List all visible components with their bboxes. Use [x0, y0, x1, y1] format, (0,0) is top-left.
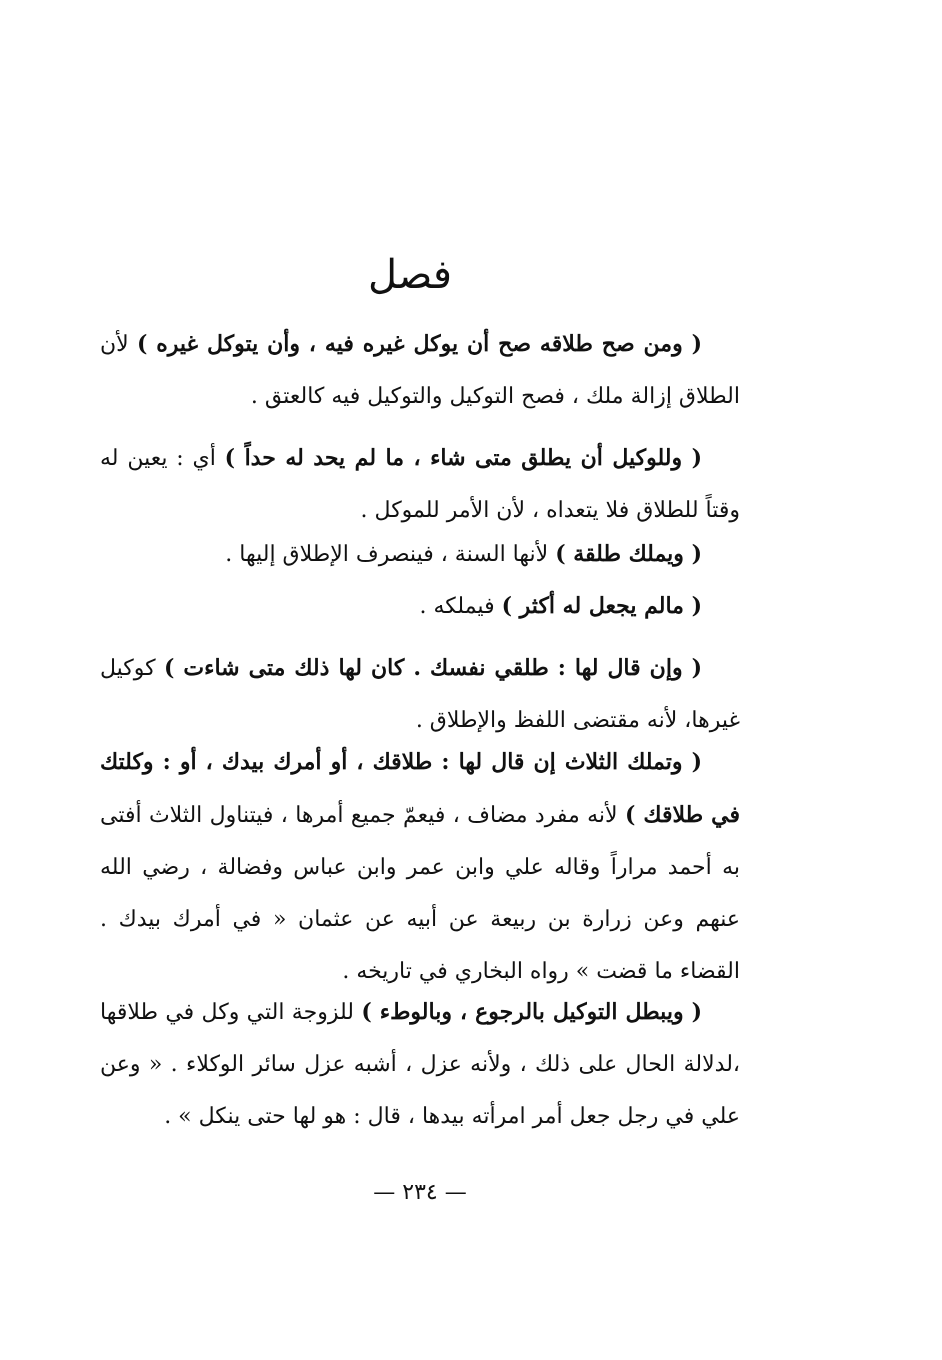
sharh-text: لأنها السنة ، فينصرف الإطلاق إليها .	[225, 542, 556, 567]
paragraph-2	[100, 432, 740, 537]
paragraph-4	[100, 580, 740, 633]
paragraph-3	[100, 528, 740, 581]
sharh-text: للزوجة التي وكل في طلاقها ،لدلالة الحال على ذلك ، ولأنه عزل ، أشبه عزل سائر الوكلاء . « وعن علي في رجل جعل أمر امرأته بيدها ، قال : هو لها حتى ينكل » .	[100, 1000, 740, 1129]
page-number: — ٢٣٤ —	[373, 1180, 467, 1205]
matn-text: ( ويملك طلقة )	[555, 541, 702, 567]
sharh-text: لأن الطلاق إزالة ملك ، فصح التوكيل والتوكيل فيه كالعتق .	[100, 332, 740, 409]
sharh-text: أي : يعين له وقتاً للطلاق فلا يتعداه ، لأن الأمر للموكل .	[100, 446, 740, 523]
matn-text: ( وإن قال لها : طلقي نفسك . كان لها ذلك متى شاءت )	[163, 655, 702, 681]
paragraph-5	[100, 642, 740, 747]
matn-text: ( ومن صح طلاقه صح أن يوكل غيره فيه ، وأن يتوكل غيره )	[136, 331, 702, 357]
paragraph-6	[100, 736, 740, 998]
paragraph-1	[100, 318, 740, 423]
paragraph-7	[100, 986, 740, 1143]
matn-text: ( وتملك الثلاث إن قال لها : طلاقك ، أو أمرك بيدك ، أو : وكلتك في طلاقك )	[100, 749, 740, 828]
matn-text: ( مالم يجعل له أكثر )	[501, 593, 702, 619]
sharh-text: كوكيل غيرها، لأنه مقتضى اللفظ والإطلاق .	[100, 656, 740, 733]
matn-text: ( وللوكيل أن يطلق متى شاء ، ما لم يحد له حداً )	[224, 445, 702, 471]
section-title: فصل	[367, 252, 453, 298]
sharh-text: لأنه مفرد مضاف ، فيعمّ جميع أمرها ، فيتناول الثلاث أفتى به أحمد مراراً وقاله علي وابن عمر وابن عباس وفضالة ، رضي الله عنهم وعن زرارة بن ربيعة عن أبيه عن عثمان « في أمرك بيدك . القضاء ما قضت » رواه البخاري في تاريخه .	[100, 803, 740, 984]
matn-text: ( ويبطل التوكيل بالرجوع ، وبالوطء )	[361, 999, 702, 1025]
sharh-text: فيملكه .	[419, 594, 502, 619]
